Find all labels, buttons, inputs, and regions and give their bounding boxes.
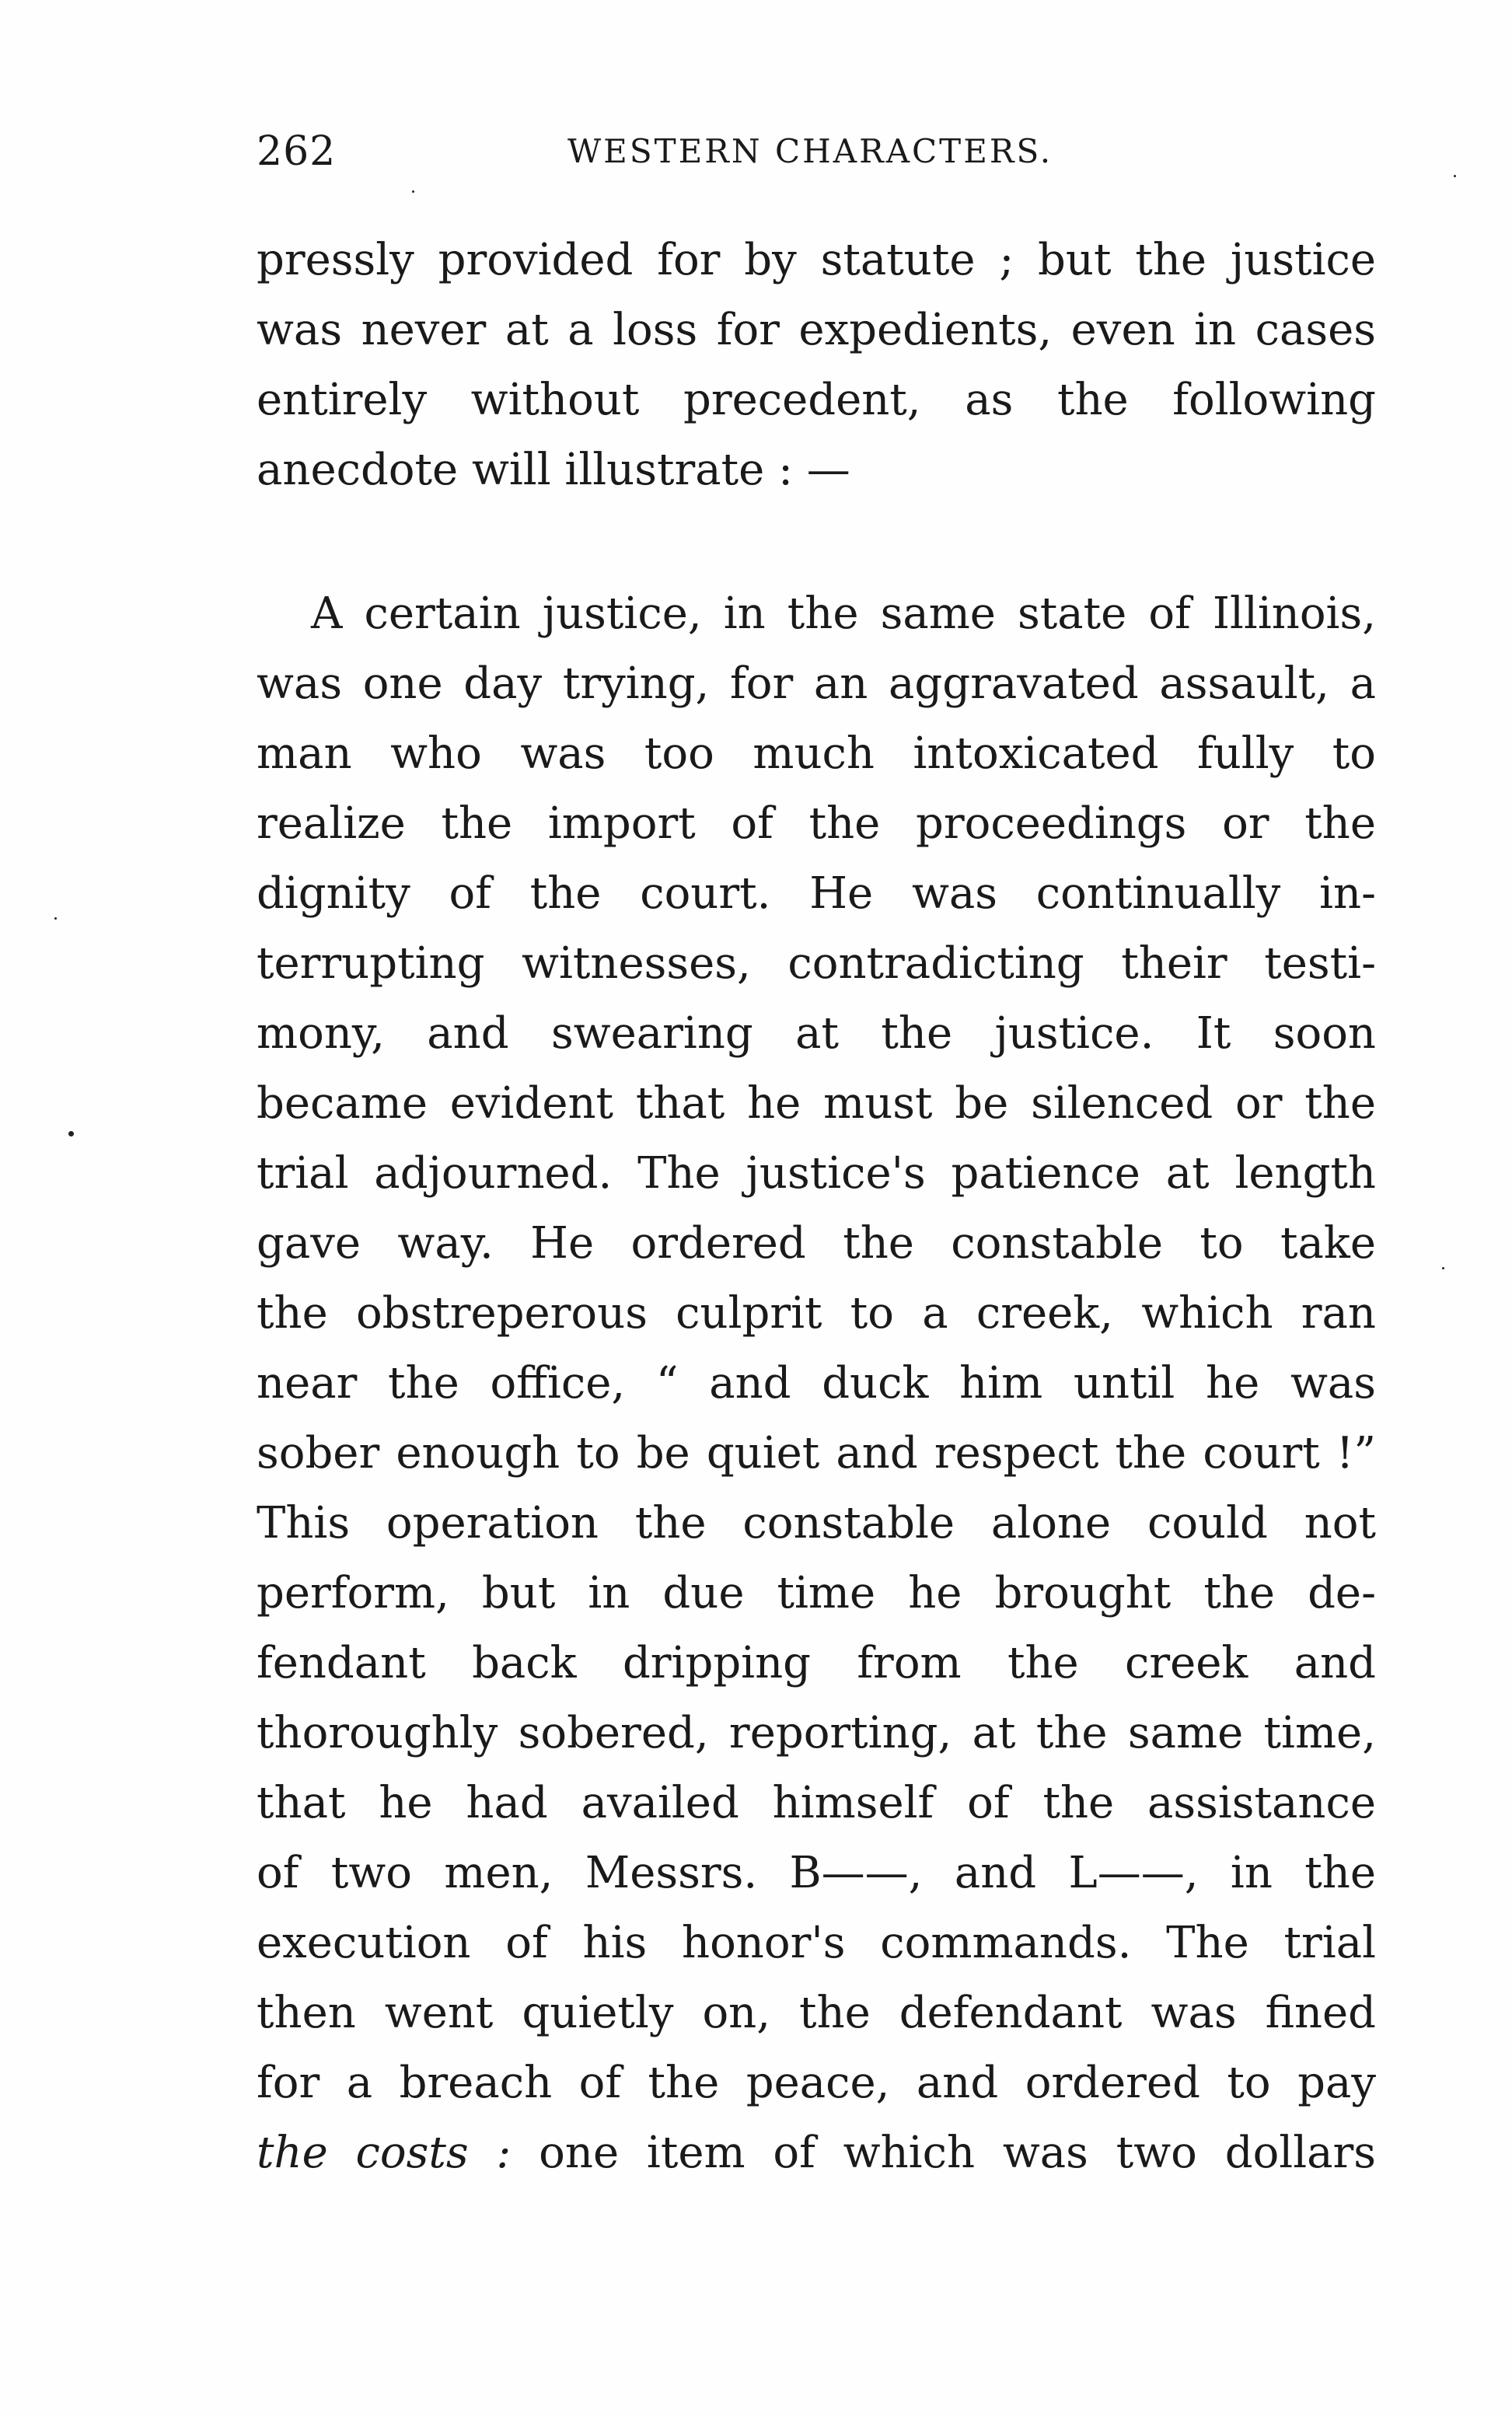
text-line: then went quietly on, the defendant was fined [257, 1988, 1376, 2038]
text-line: for a breach of the peace, and ordered to pay [257, 2058, 1376, 2108]
ink-speck [54, 917, 57, 920]
text-line: gave way. He ordered the constable to take [257, 1218, 1376, 1269]
italic-phrase: the costs : [257, 2128, 512, 2178]
text-line: was never at a loss for expedients, even in cases [257, 305, 1376, 355]
text-line: thoroughly sobered, reporting, at the same time, [257, 1708, 1376, 1758]
text-line: was one day trying, for an aggravated assault, a [257, 658, 1376, 709]
page-number: 262 [257, 128, 337, 175]
text-line-rest: one item of which was two dollars [539, 2128, 1376, 2178]
text-line: entirely without precedent, as the following [257, 375, 1376, 425]
text-line: perform, but in due time he brought the de- [257, 1568, 1376, 1618]
paragraph [257, 225, 1376, 505]
text-line: became evident that he must be silenced or the [257, 1078, 1376, 1129]
text-line: dignity of the court. He was continually in- [257, 868, 1376, 919]
text-line: that he had availed himself of the assistance [257, 1778, 1376, 1828]
ink-speck [68, 1131, 74, 1136]
text-line: realize the import of the proceedings or the [257, 798, 1376, 849]
text-line: A certain justice, in the same state of Illinois, [311, 588, 1376, 639]
text-line: of two men, Messrs. B——, and L——, in the [257, 1848, 1376, 1898]
text-line: This operation the constable alone could not [257, 1498, 1376, 1548]
ink-speck [1454, 175, 1456, 177]
text-line: mony, and swearing at the justice. It soon [257, 1008, 1376, 1059]
paragraph [257, 579, 1376, 2188]
text-line-final [257, 2118, 1376, 2188]
text-line: trial adjourned. The justice's patience at length [257, 1148, 1376, 1199]
paragraph-gap [257, 505, 1376, 579]
text-line: anecdote will illustrate : — [257, 445, 850, 495]
ink-speck [1442, 1267, 1444, 1269]
running-head: WESTERN CHARACTERS. [567, 132, 1053, 170]
text-line: pressly provided for by statute ; but the justice [257, 235, 1376, 285]
text-line: the obstreperous culprit to a creek, which ran [257, 1288, 1376, 1339]
ink-speck [412, 190, 414, 193]
page-header [257, 117, 1376, 187]
text-line: near the office, “ and duck him until he was [257, 1358, 1376, 1409]
text-line: sober enough to be quiet and respect the court !” [257, 1428, 1376, 1479]
text-line: execution of his honor's commands. The trial [257, 1918, 1376, 1968]
text-line: fendant back dripping from the creek and [257, 1638, 1376, 1688]
text-line: man who was too much intoxicated fully to [257, 728, 1376, 779]
text-line: terrupting witnesses, contradicting their testi- [257, 938, 1376, 989]
body-text [257, 225, 1376, 2188]
